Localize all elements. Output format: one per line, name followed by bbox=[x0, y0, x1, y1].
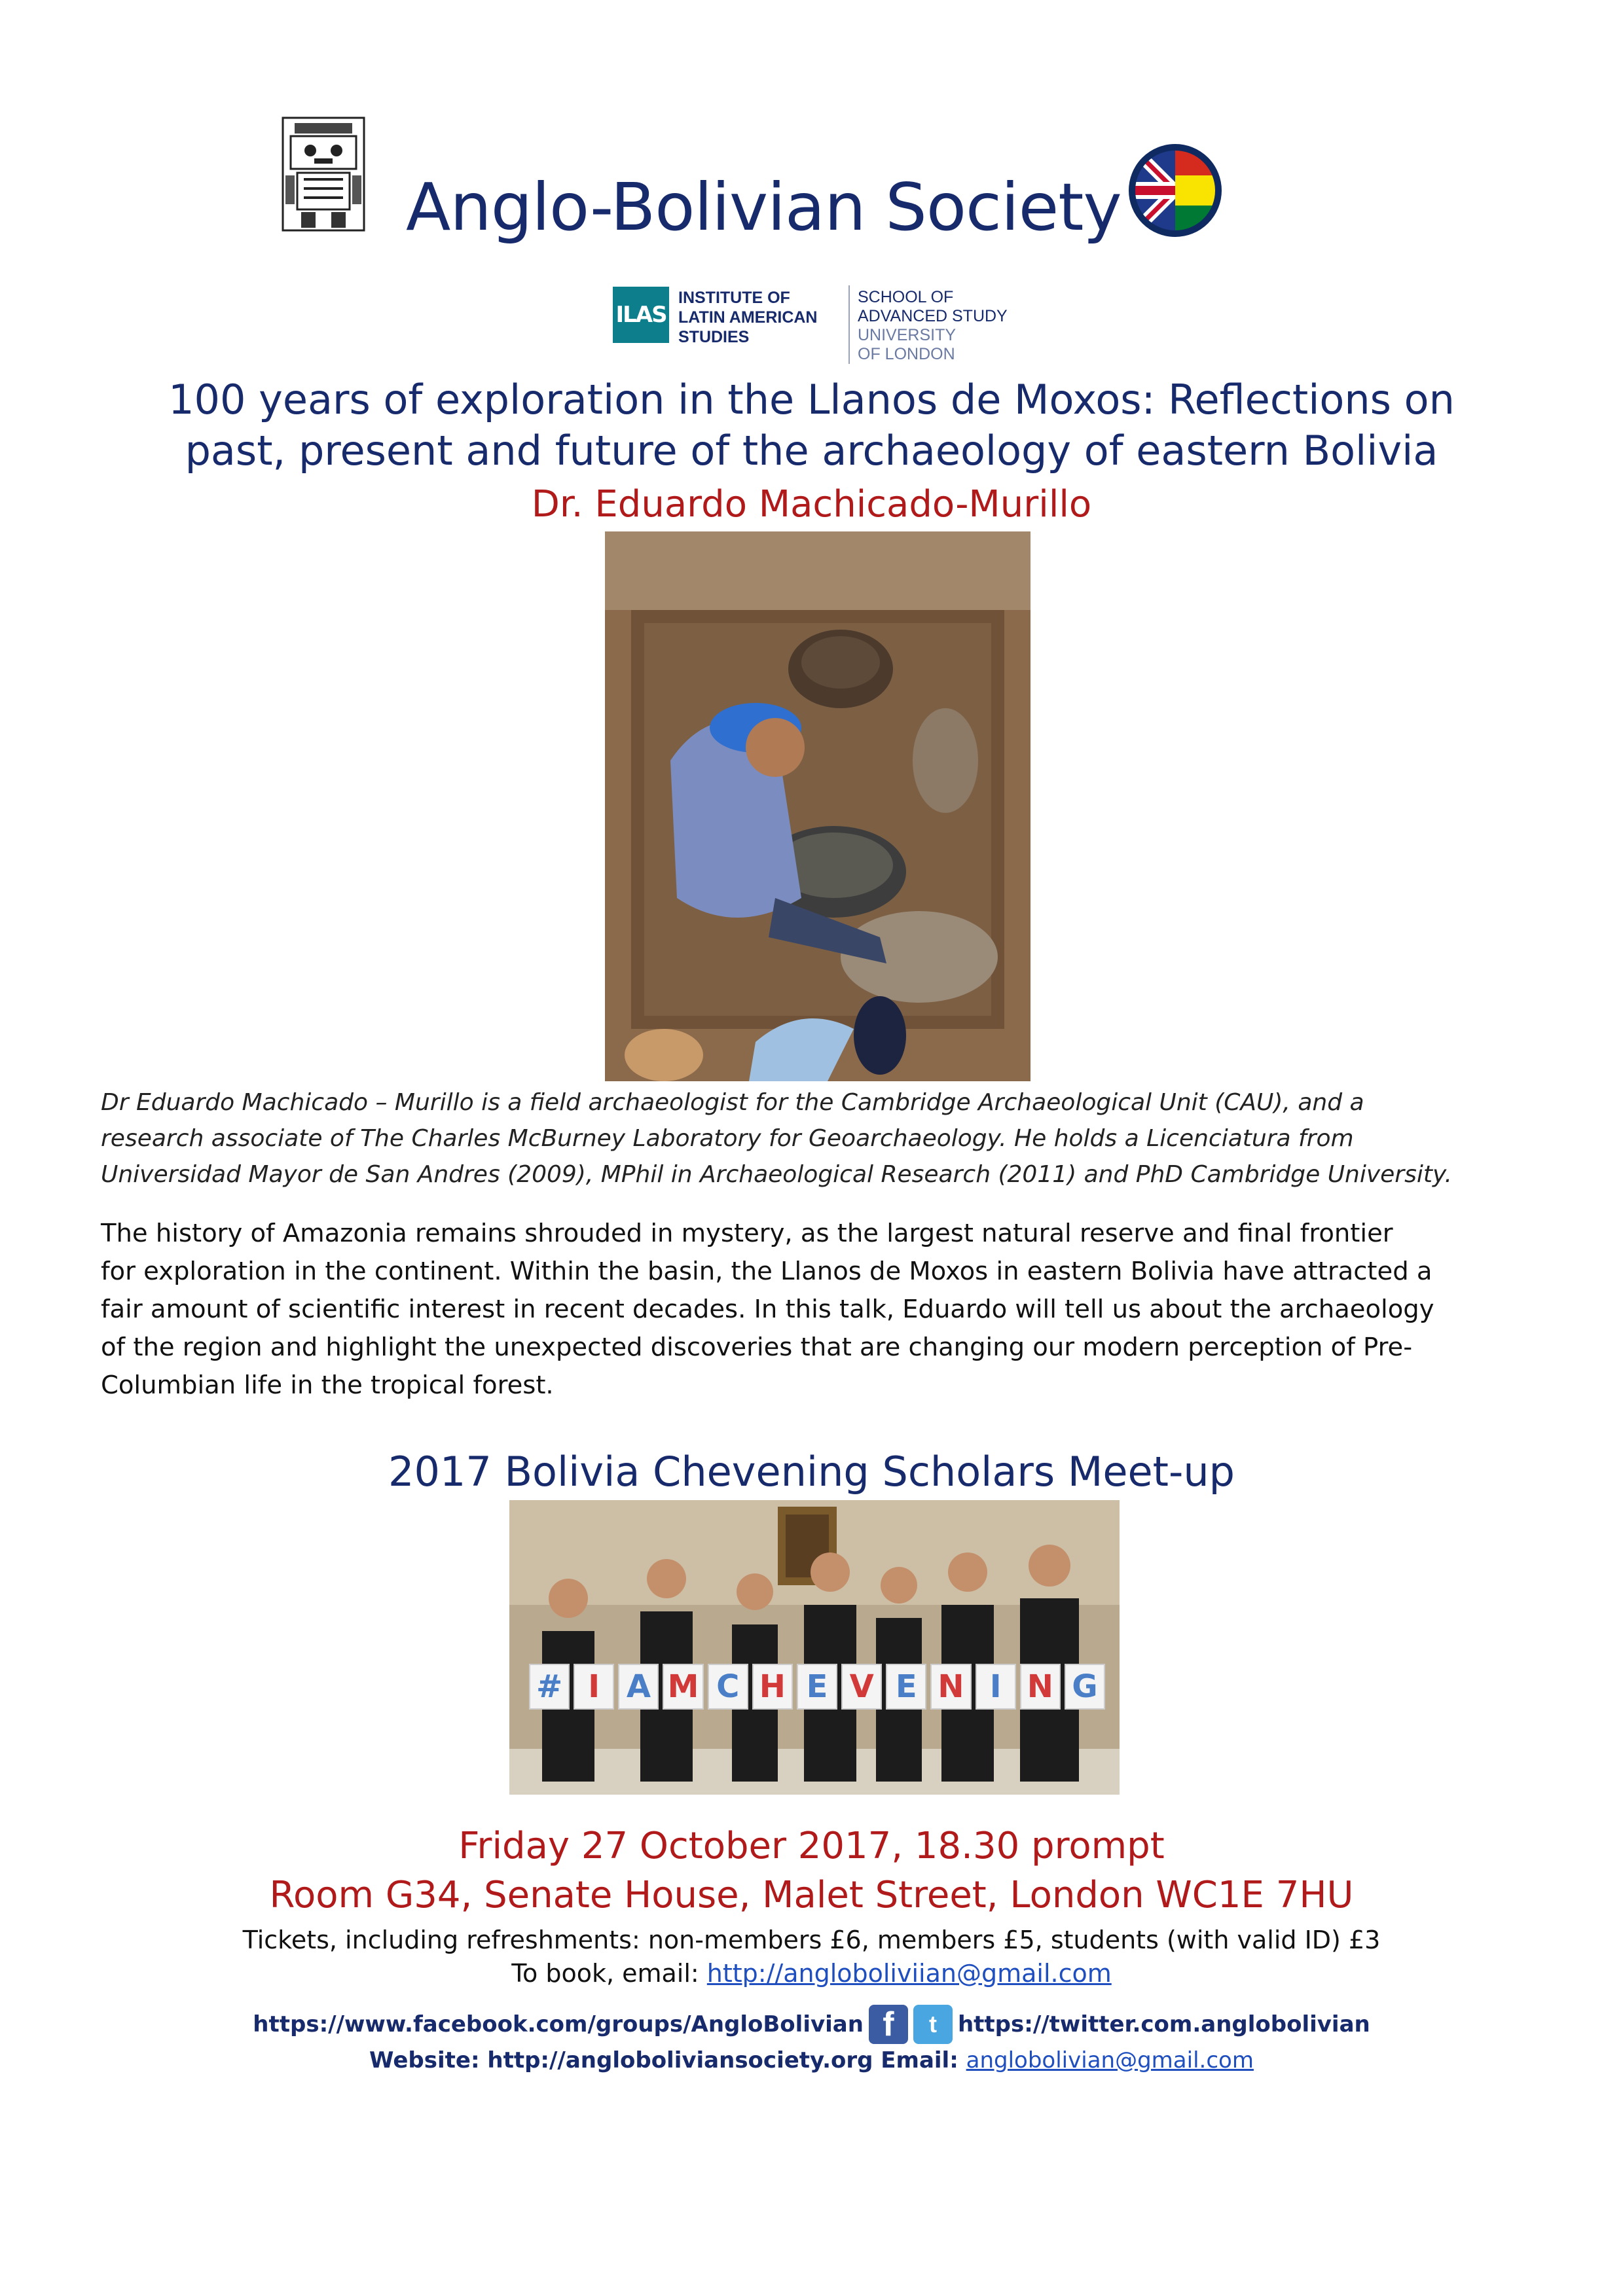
talk-title bbox=[79, 374, 1544, 476]
ticket-prices: Tickets, including refreshments: non-members £6, members £5, students (with valid ID) £3 bbox=[242, 1926, 1381, 1954]
sign-letter: # bbox=[529, 1664, 570, 1710]
sign-letter: G bbox=[1065, 1664, 1105, 1710]
twitter-url[interactable]: https://twitter.com.anglobolivian bbox=[957, 2011, 1370, 2037]
tiwanaku-figure-icon bbox=[282, 117, 365, 232]
sas-line: UNIVERSITY bbox=[858, 326, 957, 344]
sign-letter: N bbox=[1020, 1664, 1061, 1710]
bio-line: Dr Eduardo Machicado – Murillo is a field archaeologist for the Cambridge Archaeological Unit (CAU), and a bbox=[101, 1089, 1364, 1116]
sign-letter: M bbox=[663, 1664, 703, 1710]
sign-letter: H bbox=[752, 1664, 793, 1710]
ilas-logo-icon: ILAS bbox=[613, 287, 669, 343]
iamchevening-sign-row bbox=[529, 1664, 1105, 1710]
sas-line: ADVANCED STUDY bbox=[858, 307, 1008, 325]
booking-email-link[interactable]: http://angloboliviian@gmail.com bbox=[706, 1959, 1112, 1988]
description-line: for exploration in the continent. Within the basin, the Llanos de Moxos in eastern Bolivia have attracted a bbox=[101, 1257, 1432, 1286]
talk-title-line: 100 years of exploration in the Llanos de Moxos: Reflections on bbox=[168, 376, 1455, 423]
website-label: Website: http://angloboliviansociety.org Email: bbox=[369, 2047, 966, 2073]
logo-divider bbox=[848, 285, 850, 364]
facebook-url[interactable]: https://www.facebook.com/groups/AngloBolivian bbox=[253, 2011, 864, 2037]
organization-title: Anglo-Bolivian Society bbox=[406, 169, 1122, 245]
sign-letter: A bbox=[618, 1664, 659, 1710]
event-date: Friday 27 October 2017, 18.30 prompt bbox=[458, 1825, 1165, 1867]
chevening-scholars-photo bbox=[509, 1500, 1120, 1795]
excavation-photo bbox=[605, 531, 1030, 1081]
event-venue: Room G34, Senate House, Malet Street, London WC1E 7HU bbox=[269, 1874, 1354, 1916]
description-line: Columbian life in the tropical forest. bbox=[101, 1371, 554, 1400]
talk-description bbox=[101, 1215, 1541, 1405]
speaker-bio bbox=[101, 1085, 1541, 1193]
sign-letter: C bbox=[708, 1664, 748, 1710]
description-line: fair amount of scientific interest in recent decades. In this talk, Eduardo will tell us about the archaeology bbox=[101, 1295, 1434, 1324]
ilas-institute-name bbox=[678, 288, 817, 347]
ilas-line: STUDIES bbox=[678, 328, 750, 346]
booking-info bbox=[79, 1959, 1544, 1988]
description-line: of the region and highlight the unexpected discoveries that are changing our modern perception of Pre- bbox=[101, 1333, 1413, 1362]
contact-email-link[interactable]: anglobolivian@gmail.com bbox=[966, 2047, 1254, 2073]
sign-letter: E bbox=[886, 1664, 926, 1710]
sign-letter: E bbox=[797, 1664, 837, 1710]
sign-letter: I bbox=[976, 1664, 1016, 1710]
talk-title-line: past, present and future of the archaeology of eastern Bolivia bbox=[185, 427, 1438, 475]
sign-letter: I bbox=[574, 1664, 614, 1710]
facebook-icon[interactable]: f bbox=[869, 2005, 908, 2044]
website-info bbox=[79, 2047, 1544, 2073]
speaker-name: Dr. Eduardo Machicado-Murillo bbox=[531, 483, 1092, 526]
bio-line: Universidad Mayor de San Andres (2009), MPhil in Archaeological Research (2011) and PhD Cambridge University. bbox=[101, 1161, 1452, 1188]
sas-line: SCHOOL OF bbox=[858, 288, 954, 306]
sign-letter: V bbox=[841, 1664, 882, 1710]
twitter-icon[interactable]: t bbox=[913, 2005, 953, 2044]
ilas-line: LATIN AMERICAN bbox=[678, 308, 818, 327]
bio-line: research associate of The Charles McBurney Laboratory for Geoarchaeology. He holds a Licenciatura from bbox=[101, 1125, 1354, 1152]
description-line: The history of Amazonia remains shrouded in mystery, as the largest natural reserve and final frontier bbox=[101, 1219, 1393, 1248]
sas-line: OF LONDON bbox=[858, 345, 955, 363]
uk-bolivia-flag-icon bbox=[1127, 143, 1223, 238]
social-links bbox=[0, 2005, 1623, 2044]
sign-letter: N bbox=[930, 1664, 971, 1710]
school-of-advanced-study-name bbox=[858, 288, 1008, 364]
meetup-title: 2017 Bolivia Chevening Scholars Meet-up bbox=[388, 1448, 1235, 1496]
booking-label: To book, email: bbox=[511, 1959, 707, 1988]
ilas-line: INSTITUTE OF bbox=[678, 289, 790, 307]
